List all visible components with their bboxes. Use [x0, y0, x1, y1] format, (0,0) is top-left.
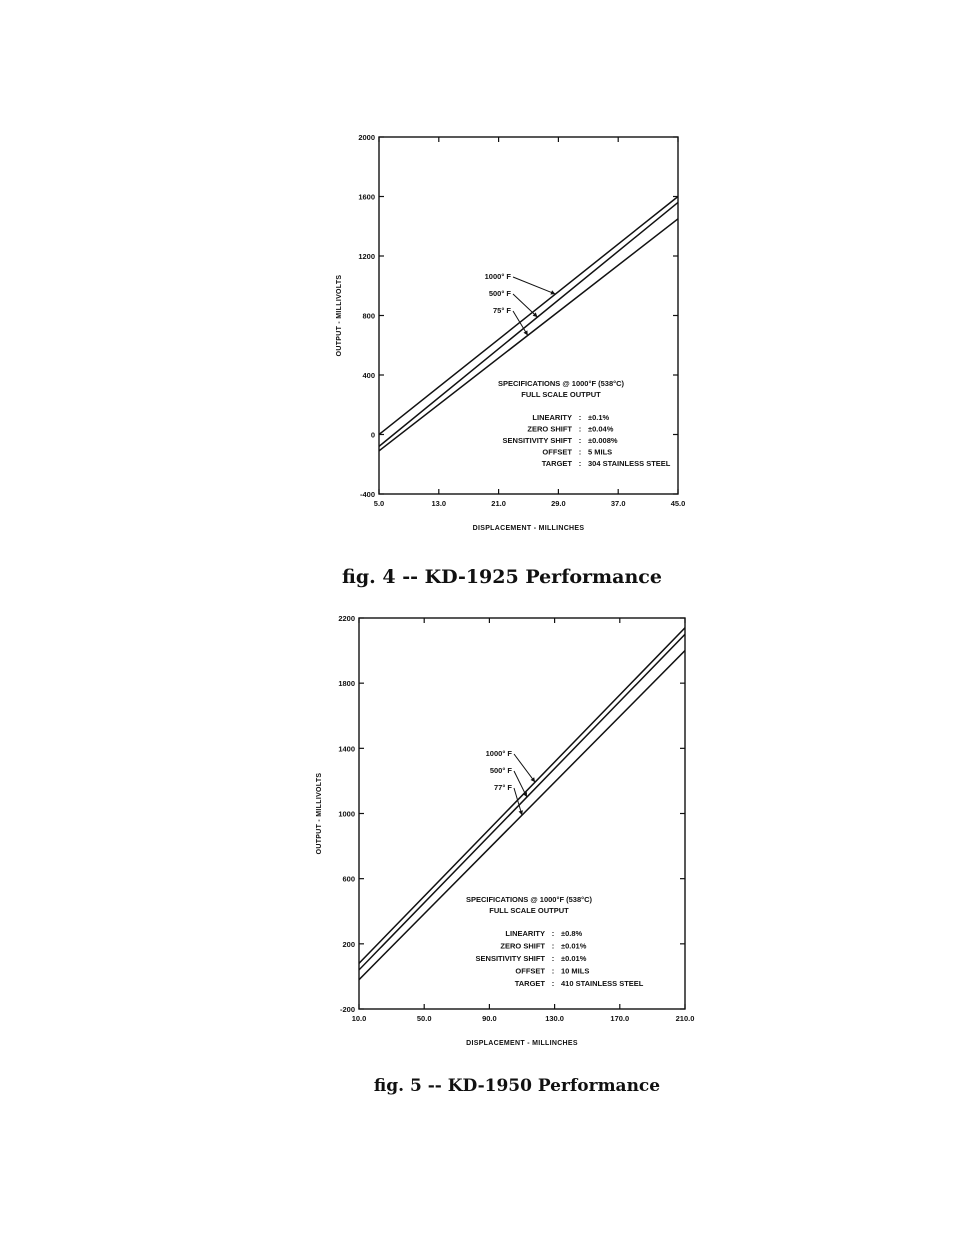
spec-value: ±0.01% — [561, 954, 587, 963]
spec-subtitle: FULL SCALE OUTPUT — [489, 906, 569, 915]
y-tick-label: 0 — [370, 430, 375, 440]
series-line-2 — [359, 634, 685, 970]
y-tick-label: 800 — [362, 311, 375, 321]
x-tick-label: 37.0 — [610, 499, 626, 508]
y-tick-label: 200 — [342, 939, 355, 949]
spec-colon: : — [578, 447, 582, 457]
x-tick-label: 45.0 — [670, 499, 686, 508]
x-axis-title: DISPLACEMENT - MILLINCHES — [472, 525, 585, 532]
y-tick-label: 600 — [342, 874, 355, 884]
series-label-3: 75° F — [492, 306, 511, 315]
spec-colon: : — [578, 436, 582, 445]
figure-caption-fig5: fig. 5 -- KD-1950 Performance — [373, 1076, 661, 1096]
y-tick-label: 2000 — [358, 133, 375, 142]
spec-value: 10 MILS — [561, 966, 590, 976]
y-tick-label: 1600 — [358, 192, 375, 202]
series-line-2 — [379, 202, 678, 446]
y-axis-title: OUTPUT - MILLIVOLTS — [336, 274, 343, 357]
spec-label: OFFSET — [542, 447, 572, 457]
spec-colon: : — [551, 929, 555, 938]
series-group — [359, 628, 685, 980]
spec-label: SENSITIVITY SHIFT — [502, 436, 572, 445]
x-tick-label: 170.0 — [610, 1014, 630, 1023]
y-tick-label: -200 — [339, 1005, 355, 1014]
x-tick-label: 210.0 — [675, 1014, 695, 1023]
spec-label: TARGET — [541, 459, 572, 468]
spec-label: LINEARITY — [532, 413, 572, 422]
series-line-3 — [379, 219, 678, 451]
y-tick-label: 2200 — [338, 614, 355, 623]
spec-title: SPECIFICATIONS @ 1000°F (538°C) — [497, 379, 625, 388]
series-label-3: 77° F — [493, 783, 512, 792]
x-tick-label: 29.0 — [551, 499, 566, 508]
y-axis-title: OUTPUT - MILLIVOLTS — [316, 772, 323, 855]
y-tick-label: 1200 — [358, 252, 375, 261]
series-leader-2 — [513, 294, 537, 317]
spec-colon: : — [551, 954, 555, 963]
series-label-1: 1000° F — [484, 272, 511, 281]
spec-colon: : — [551, 941, 555, 951]
x-tick-label: 90.0 — [482, 1014, 497, 1023]
series-label-2: 500° F — [489, 766, 512, 775]
figure-caption-fig4: fig. 4 -- KD-1925 Performance — [342, 566, 662, 588]
y-tick-label: -400 — [359, 490, 375, 499]
x-axis-title: DISPLACEMENT - MILLINCHES — [466, 1040, 578, 1047]
spec-label: OFFSET — [515, 966, 545, 976]
kd-1925-performance-chart — [0, 120, 954, 540]
kd-1950-performance-chart — [0, 600, 954, 1060]
spec-label: LINEARITY — [505, 929, 545, 938]
spec-colon: : — [578, 424, 582, 434]
spec-colon: : — [551, 979, 555, 988]
spec-value: 410 STAINLESS STEEL — [561, 979, 644, 988]
series-group — [379, 197, 678, 451]
y-tick-label: 1400 — [338, 744, 355, 754]
series-leader-1 — [513, 277, 555, 294]
y-tick-label: 1800 — [338, 679, 355, 689]
spec-colon: : — [578, 413, 582, 422]
spec-label: ZERO SHIFT — [527, 424, 572, 434]
x-tick-label: 130.0 — [545, 1014, 564, 1023]
spec-label: ZERO SHIFT — [500, 941, 545, 951]
y-tick-label: 1000 — [338, 809, 355, 819]
spec-label: SENSITIVITY SHIFT — [475, 954, 545, 963]
spec-value: ±0.04% — [588, 424, 614, 434]
spec-value: ±0.01% — [561, 941, 587, 951]
spec-colon: : — [578, 459, 582, 468]
y-tick-label: 400 — [362, 371, 375, 380]
spec-value: ±0.8% — [561, 929, 583, 938]
spec-subtitle: FULL SCALE OUTPUT — [521, 390, 601, 399]
x-tick-label: 10.0 — [351, 1014, 367, 1023]
spec-label: TARGET — [514, 979, 545, 988]
spec-title: SPECIFICATIONS @ 1000°F (538°C) — [465, 895, 593, 904]
spec-value: ±0.1% — [588, 413, 610, 422]
x-tick-label: 21.0 — [491, 499, 506, 508]
spec-colon: : — [551, 966, 555, 976]
series-label-1: 1000° F — [485, 749, 512, 758]
spec-value: 5 MILS — [588, 447, 613, 457]
spec-value: ±0.008% — [588, 436, 618, 445]
spec-value: 304 STAINLESS STEEL — [588, 459, 671, 468]
x-tick-label: 5.0 — [373, 499, 385, 508]
series-label-2: 500° F — [488, 289, 511, 298]
series-arrowhead-1 — [531, 777, 535, 782]
x-tick-label: 13.0 — [431, 499, 447, 508]
x-tick-label: 50.0 — [416, 1014, 432, 1023]
